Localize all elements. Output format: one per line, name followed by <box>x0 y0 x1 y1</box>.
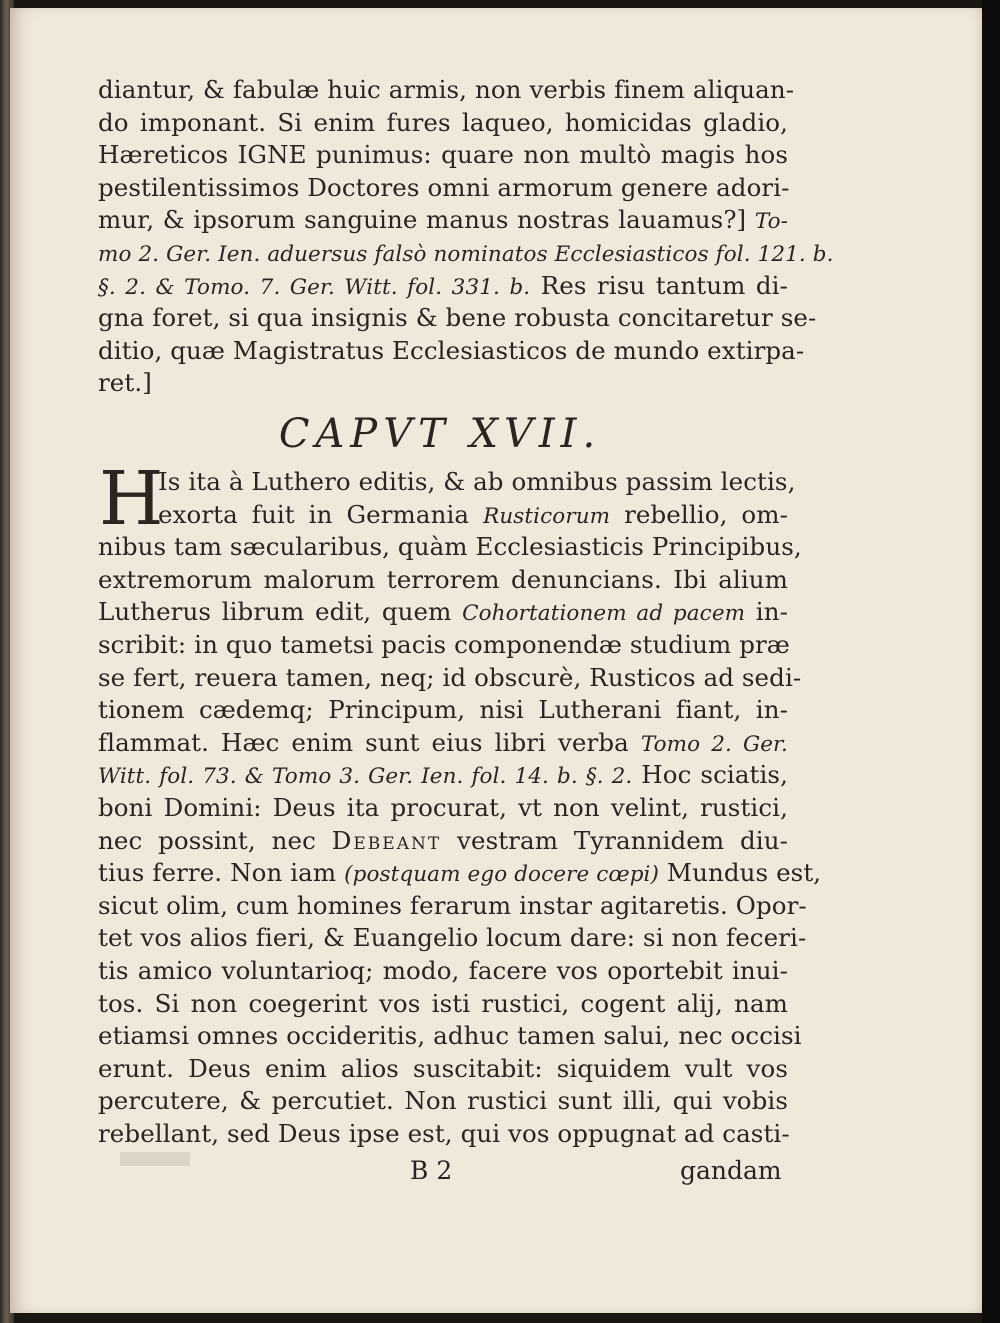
text-span: mur, & ipsorum sanguine manus nostras lauamus?] <box>98 205 755 235</box>
text-span: tet vos alios fieri, & Euangelio locum dare: si non feceri- <box>98 923 807 953</box>
text-span: scribit: in quo tametsi pacis componendæ studium præ <box>98 630 790 659</box>
text-span: sicut olim, cum homines ferarum instar agitaretis. Opor- <box>98 890 807 920</box>
italic-span: Tomo 2. Ger. <box>640 731 788 757</box>
text-span: vestram Tyrannidem diu- <box>441 825 788 855</box>
drop-cap-initial: H <box>99 456 164 542</box>
text-line <box>98 662 802 694</box>
text-span: tis amico voluntarioq; modo, facere vos oportebit inui- <box>98 956 788 985</box>
text-span: ditio, quæ Magistratus Ecclesiasticos de mundo extirpa- <box>98 335 805 365</box>
text-line <box>98 727 788 759</box>
text-line <box>98 270 788 302</box>
text-line <box>98 1053 788 1085</box>
text-line <box>98 1118 788 1150</box>
text-line <box>98 694 788 726</box>
text-span: diantur, & fabulæ huic armis, non verbis finem aliquan- <box>98 75 795 104</box>
text-line <box>158 499 788 531</box>
text-line <box>98 302 817 334</box>
italic-span: To- <box>754 209 788 235</box>
text-span: nec possint, nec <box>98 825 332 855</box>
italic-span: §. 2. & Tomo. 7. Ger. Witt. fol. 331. b. <box>98 274 531 300</box>
text-span: boni Domini: Deus ita procurat, vt non velint, rustici, <box>98 793 788 822</box>
text-span: exorta fuit in Germania <box>158 499 484 529</box>
text-line <box>98 596 788 628</box>
italic-span: Witt. fol. 73. & Tomo 3. Ger. Ien. fol. 14. b. §. 2. <box>98 764 633 790</box>
italic-span: (postquam ego docere cœpi) <box>344 862 660 888</box>
text-span: Res risu tantum di- <box>530 270 788 300</box>
text-line <box>98 172 788 204</box>
text-line <box>98 857 822 889</box>
text-line <box>98 531 802 563</box>
italic-span: mo 2. Ger. Ien. aduersus falsò nominatos Ecclesiasticos fol. 121. b. <box>98 242 834 267</box>
text-line <box>98 367 788 399</box>
text-span: flammat. Hæc enim sunt eius libri verba <box>98 727 641 757</box>
text-line <box>98 955 788 987</box>
italic-span: Rusticorum <box>483 503 611 529</box>
chapter-heading: CAPVT XVII. <box>278 411 602 457</box>
text-span: Mundus est, <box>659 858 822 888</box>
text-line <box>98 204 788 236</box>
text-span: rebellio, om- <box>610 499 788 529</box>
text-span: percutere, & percutiet. Non rustici sunt illi, qui vobis <box>98 1086 788 1116</box>
text-line <box>98 825 788 857</box>
text-span: pestilentissimos Doctores omni armorum genere adori- <box>98 172 790 202</box>
text-line <box>98 564 788 596</box>
text-line <box>98 74 795 106</box>
text-line <box>98 890 807 922</box>
text-span: extremorum malorum terrorem denuncians. Ibi alium <box>98 564 788 594</box>
text-span: Is ita à Luthero editis, & ab omnibus passim lectis, <box>158 467 796 496</box>
text-line <box>98 1020 802 1052</box>
text-span: erunt. Deus enim alios suscitabit: siquidem vult vos <box>98 1053 788 1083</box>
small-caps-span: Debeant <box>331 825 442 855</box>
text-span: do imponant. Si enim fures laqueo, homicidas gladio, <box>98 107 788 137</box>
text-span: in- <box>745 597 788 627</box>
text-line <box>98 139 788 171</box>
text-span: gna foret, si qua insignis & bene robusta concitaretur se- <box>98 303 817 333</box>
text-span: Lutherus librum edit, quem <box>98 597 463 627</box>
text-line <box>98 922 807 954</box>
text-span: tos. Si non coegerint vos isti rustici, cogent alij, nam <box>98 988 788 1018</box>
text-line <box>98 629 788 661</box>
text-span: etiamsi omnes occideritis, adhuc tamen salui, nec occisi <box>98 1021 802 1051</box>
text-span: tionem cædemq; Principum, nisi Lutherani fiant, in- <box>98 695 788 725</box>
text-line <box>98 1085 788 1117</box>
text-line <box>158 466 796 498</box>
text-line <box>98 335 805 367</box>
text-span: nibus tam sæcularibus, quàm Ecclesiasticis Principibus, <box>98 532 802 562</box>
text-line <box>98 759 788 791</box>
text-span: tius ferre. Non iam <box>98 858 345 888</box>
text-span: ret.] <box>98 368 152 398</box>
text-line <box>98 237 834 269</box>
text-span: se fert, reuera tamen, neq; id obscurè, Rusticos ad sedi- <box>98 662 802 692</box>
text-line <box>98 107 788 139</box>
bleed-through-mark <box>120 1152 190 1166</box>
text-span: Hæreticos IGNE punimus: quare non multò magis hos <box>98 140 788 170</box>
scan-edge <box>982 0 1000 1323</box>
catchword: gandam <box>680 1156 782 1185</box>
signature-mark: B 2 <box>410 1156 453 1185</box>
text-line <box>98 988 788 1020</box>
text-span: rebellant, sed Deus ipse est, qui vos oppugnat ad casti- <box>98 1119 790 1148</box>
text-line <box>98 792 788 824</box>
text-span: Hoc sciatis, <box>632 760 788 790</box>
italic-span: Cohortationem ad pacem <box>462 601 746 627</box>
